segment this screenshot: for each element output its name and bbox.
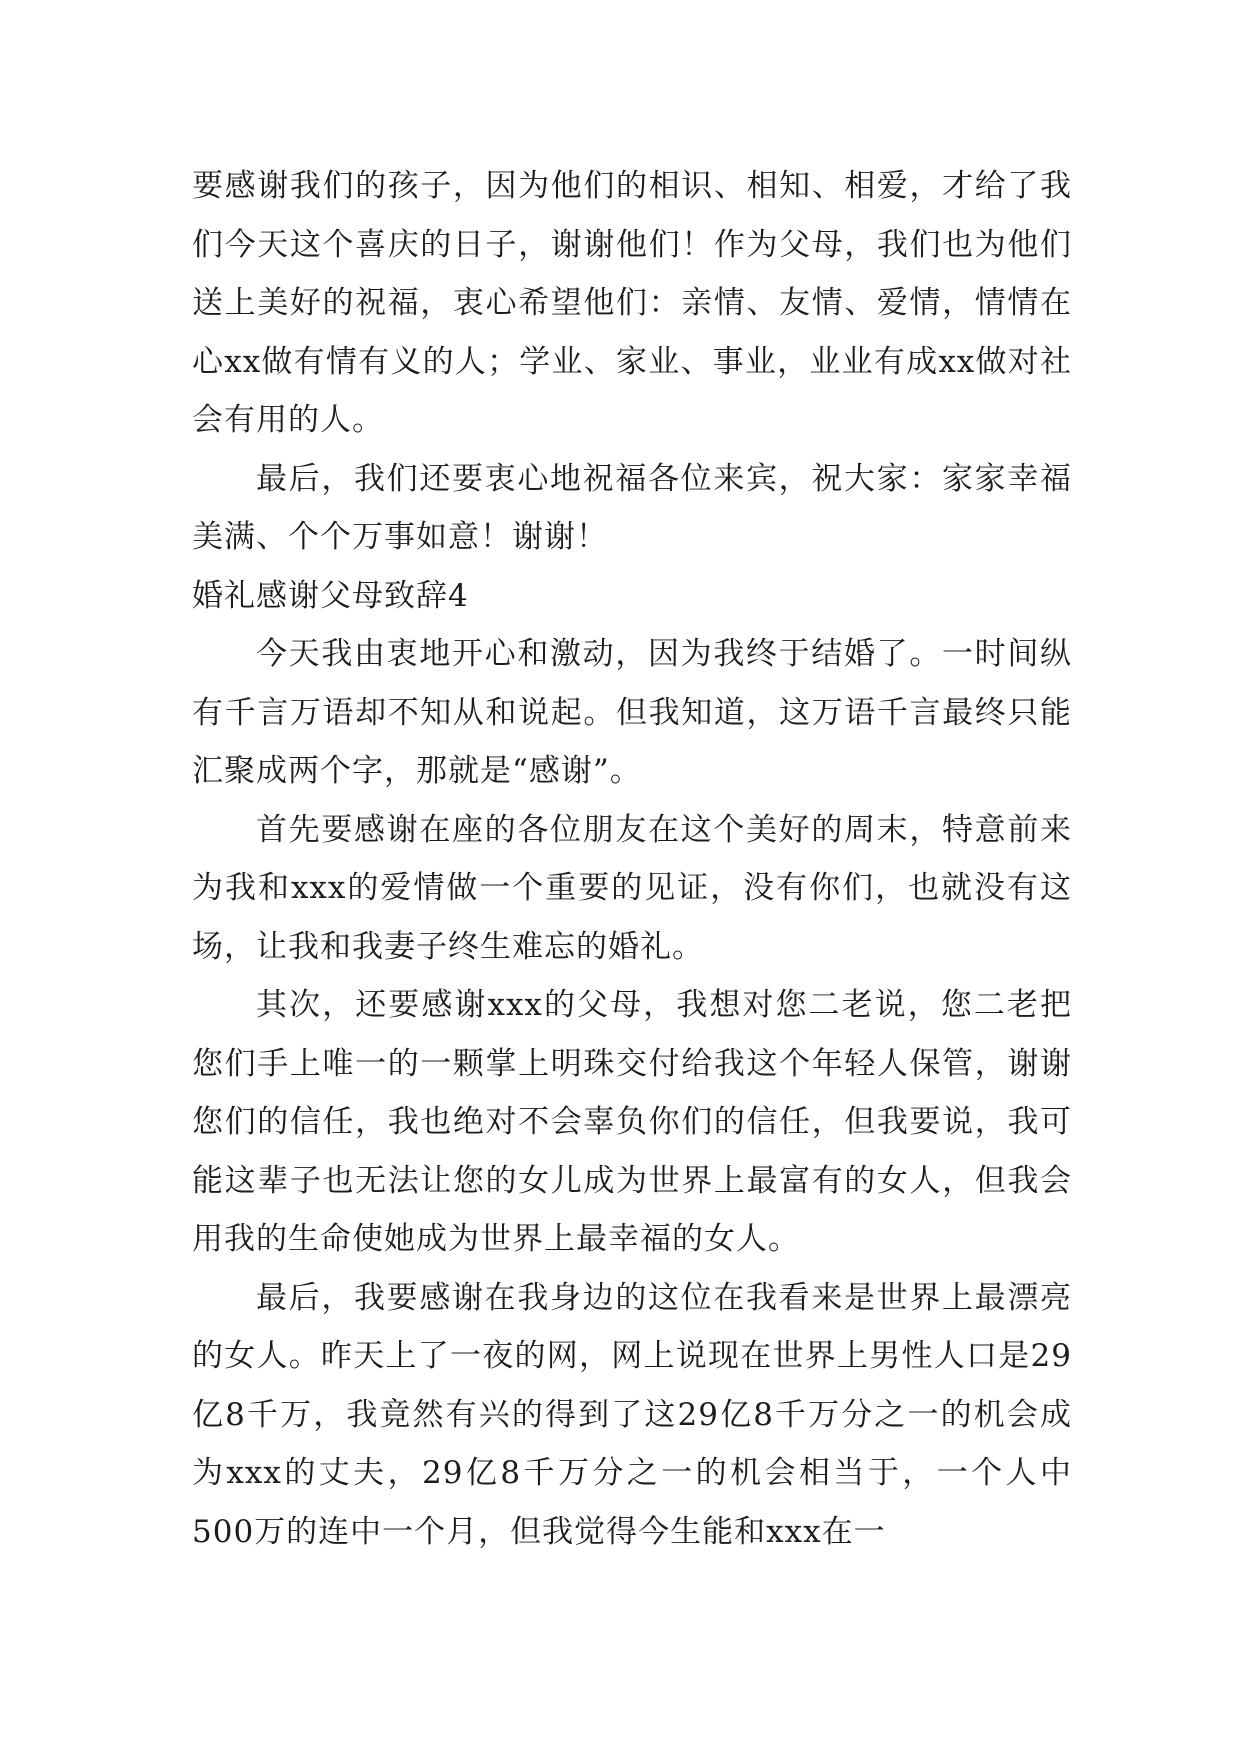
paragraph-thanks-friends: 首先要感谢在座的各位朋友在这个美好的周末，特意前来为我和xxx的爱情做一个重要的见证，没有你们，也就没有这场，让我和我妻子终生难忘的婚礼。 (192, 811, 1072, 965)
paragraph-thanks-wife: 最后，我要感谢在我身边的这位在我看来是世界上最漂亮的女人。昨天上了一夜的网，网上说现在世界上男性人口是29亿8千万，我竟然有兴的得到了这29亿8千万分之一的机会成为xxx的丈夫，29亿8千万分之一的机会相当于，一个人中500万的连中一个月，但我觉得今生能和xxx在一 (192, 1279, 1072, 1550)
paragraph-continuation: 要感谢我们的孩子，因为他们的相识、相知、相爱，才给了我们今天这个喜庆的日子，谢谢他们！作为父母，我们也为他们送上美好的祝福，衷心希望他们：亲情、友情、爱情，情情在心xx做有情有义的人；学业、家业、事业，业业有成xx做对社会有用的人。 (192, 168, 1072, 438)
paragraph-closing-blessing: 最后，我们还要衷心地祝福各位来宾，祝大家：家家幸福美满、个个万事如意！谢谢！ (192, 460, 1072, 555)
document-body (192, 157, 1072, 1561)
section-heading: 婚礼感谢父母致辞4 (192, 577, 469, 614)
paragraph-opening: 今天我由衷地开心和激动，因为我终于结婚了。一时间纵有千言万语却不知从和说起。但我知道，这万语千言最终只能汇聚成两个字，那就是“感谢”。 (192, 636, 1072, 789)
paragraph-thanks-parents: 其次，还要感谢xxx的父母，我想对您二老说，您二老把您们手上唯一的一颗掌上明珠交付给我这个年轻人保管，谢谢您们的信任，我也绝对不会辜负你们的信任，但我要说，我可能这辈子也无法让您的女儿成为世界上最富有的女人，但我会用我的生命使她成为世界上最幸福的女人。 (192, 987, 1072, 1257)
